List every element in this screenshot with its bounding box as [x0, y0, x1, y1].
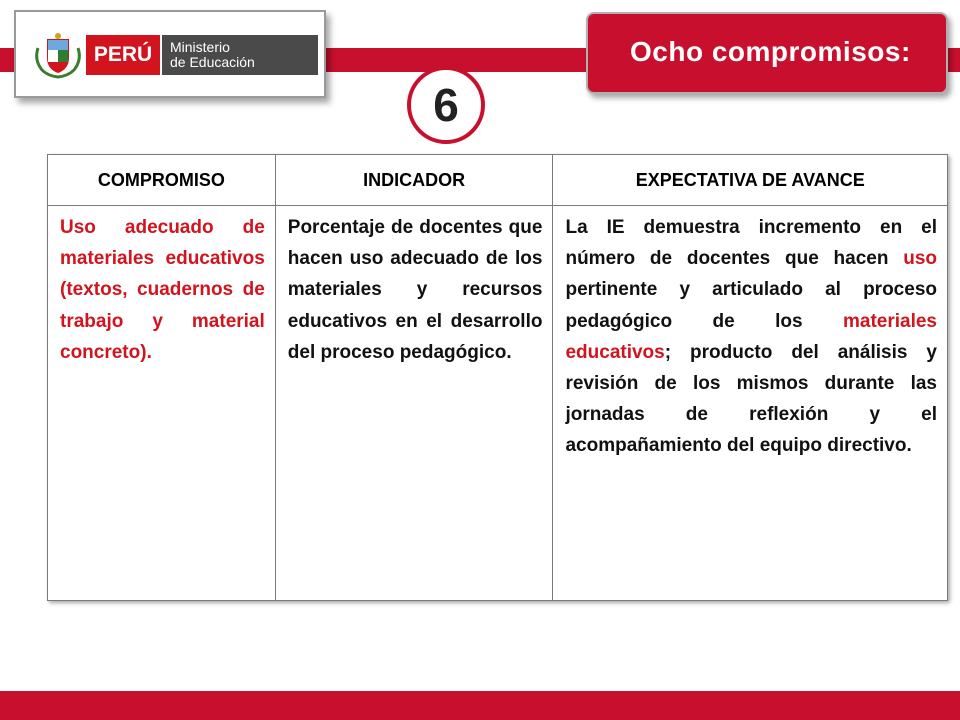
header-compromiso: COMPROMISO — [48, 155, 276, 206]
expectativa-part5: ; producto del análisis y revisión de los mismos durante las jornadas de reflexión y el acompañamiento del equipo directivo. — [565, 341, 937, 457]
page-title: Ocho compromisos: — [630, 36, 911, 67]
logo-ministry-line1: Ministerio — [170, 39, 230, 55]
table-row — [48, 206, 948, 601]
cell-compromiso — [48, 206, 276, 601]
logo-ministry-line2: de Educación — [170, 54, 255, 70]
compromiso-text: Uso adecuado de materiales educativos (textos, cuadernos de trabajo y material concreto). — [60, 217, 265, 363]
expectativa-part3: pertinente y articulado al proceso pedagógico de los — [565, 279, 937, 332]
bottom-red-band — [0, 691, 960, 720]
commitments-table — [47, 154, 948, 601]
expectativa-part1: La IE demuestra incremento en el número de docentes que hacen — [565, 217, 937, 270]
indicador-text: Porcentaje de docentes que hacen uso adecuado de los materiales y recursos educativos en el desarrollo del proceso pedagógico. — [287, 217, 543, 363]
ministry-logo — [14, 10, 326, 98]
logo-inner — [26, 22, 314, 86]
commitment-number-badge: 6 — [407, 66, 485, 144]
coat-of-arms-icon — [32, 30, 84, 80]
expectativa-highlight-materiales: materiales educativos — [565, 310, 937, 363]
cell-expectativa — [553, 206, 948, 601]
expectativa-highlight-uso: uso — [903, 248, 937, 270]
cell-indicador — [275, 206, 553, 601]
table-header-row — [48, 155, 948, 206]
header-indicador: INDICADOR — [275, 155, 553, 206]
logo-country: PERÚ — [86, 35, 160, 75]
logo-ministry — [162, 35, 318, 75]
expectativa-text — [553, 206, 947, 462]
header-expectativa: EXPECTATIVA DE AVANCE — [553, 155, 948, 206]
